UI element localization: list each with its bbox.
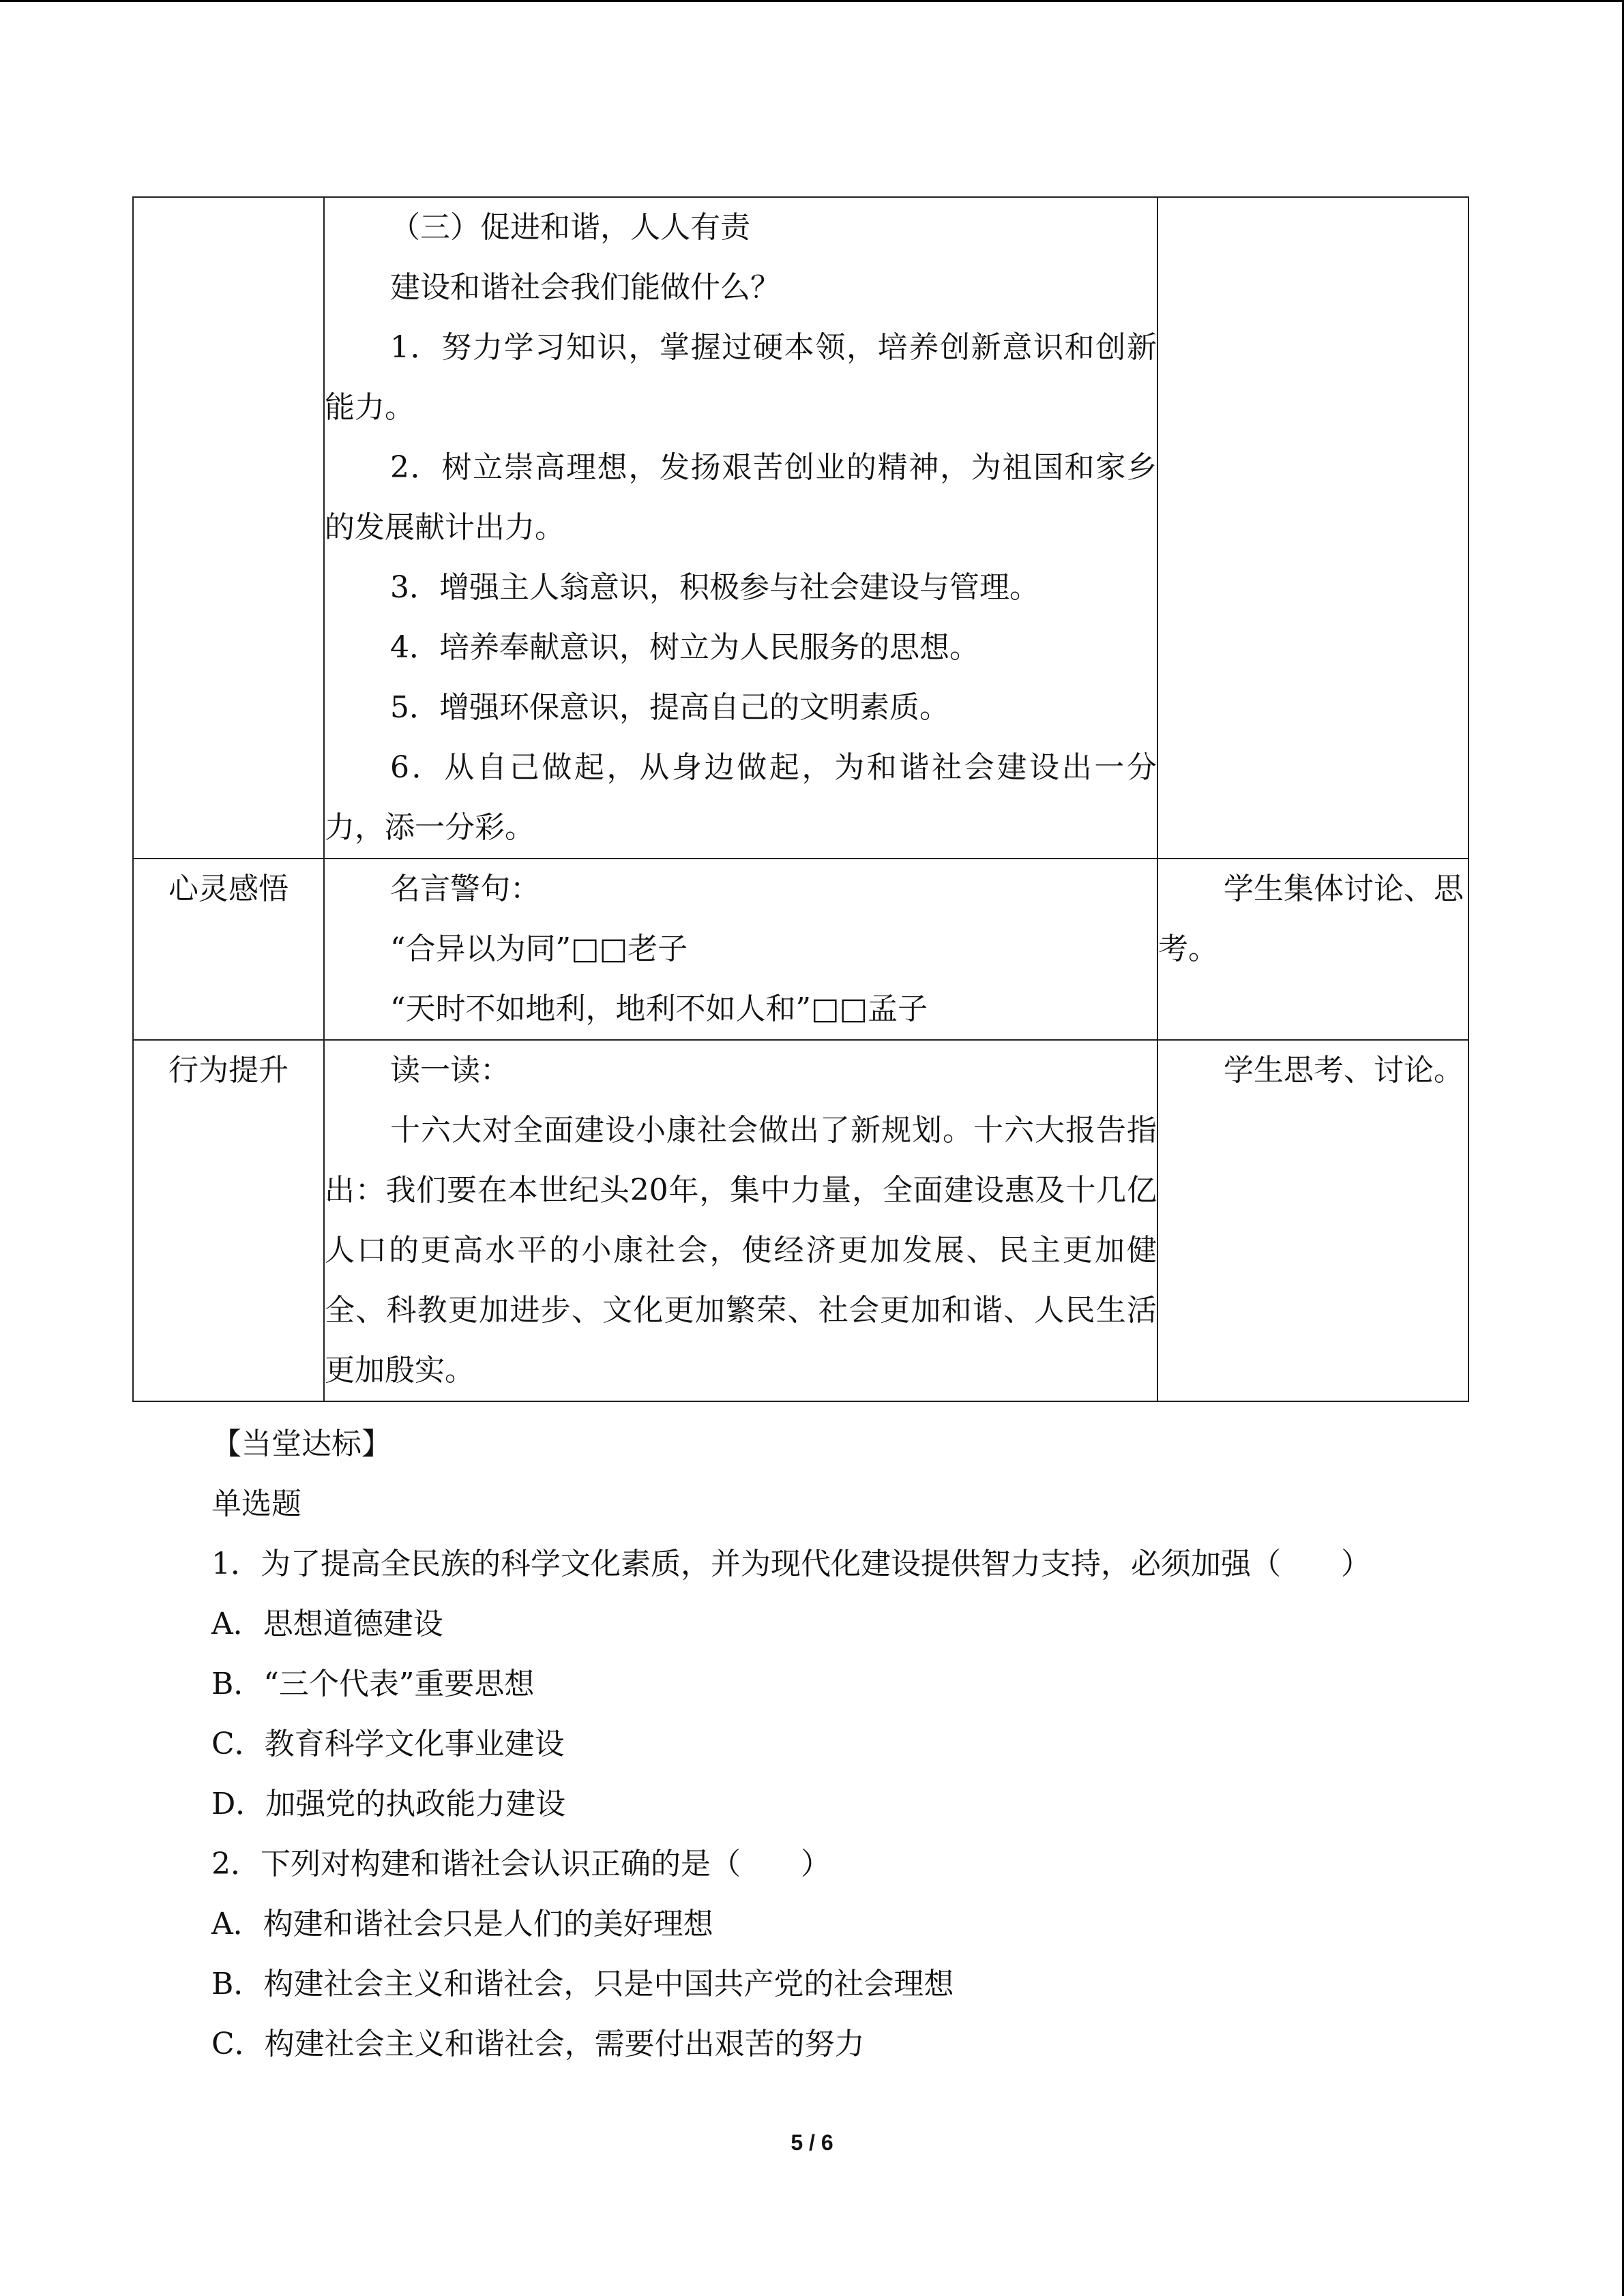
list-item: 6．从自己做起，从身边做起，为和谐社会建设出一分力，添一分彩。 [325,750,1157,845]
list-item: 3．增强主人翁意识，积极参与社会建设与管理。 [390,570,1039,605]
list-item: 5．增强环保意识，提高自己的文明素质。 [390,690,949,725]
row-label-cell [133,197,324,859]
question-text: 建设和谐社会我们能做什么？ [390,270,780,305]
quote-heading: 名言警句： [390,871,540,906]
page-top-border [0,0,1624,2]
question-option: C．教育科学文化事业建设 [211,1727,565,1761]
row-label: 行为提升 [168,1053,289,1088]
table-row [133,859,1468,1040]
question-option: B．“三个代表”重要思想 [211,1667,535,1701]
list-item: 1．努力学习知识，掌握过硬本领，培养创新意识和创新能力。 [325,330,1157,425]
page-number: 5 / 6 [791,2130,833,2155]
list-item: 4．培养奉献意识，树立为人民服务的思想。 [390,630,979,665]
list-item: 2．树立崇高理想，发扬艰苦创业的精神，为祖国和家乡的发展献计出力。 [325,450,1157,545]
activity-cell [1157,859,1468,1040]
reading-paragraph: 十六大对全面建设小康社会做出了新规划。十六大报告指出：我们要在本世纪头20年，集中力量，全面建设惠及十几亿人口的更高水平的小康社会，使经济更加发展、民主更加健全、科教更加进步、文化更加繁荣、社会更加和谐、人民生活更加殷实。 [325,1113,1157,1388]
reading-heading: 读一读： [390,1053,510,1088]
exercise-heading: 【当堂达标】 [211,1427,392,1461]
activity-text: 学生思考、讨论。 [1224,1053,1464,1088]
content-cell [324,1040,1157,1401]
quote-line: “天时不如地利，地利不如人和”□□孟子 [390,992,928,1026]
activity-text: 学生集体讨论、思考。 [1158,871,1464,966]
row-label-cell [133,859,324,1040]
content-cell [324,197,1157,859]
table-row [133,197,1468,859]
question-option: A．思想道德建设 [211,1607,443,1641]
question-option: A．构建和谐社会只是人们的美好理想 [211,1907,713,1941]
question-option: C．构建社会主义和谐社会，需要付出艰苦的努力 [211,2027,865,2061]
section-heading: （三）促进和谐，人人有责 [390,210,750,245]
quote-line: “合异以为同”□□老子 [390,931,688,966]
question-option: D．加强党的执政能力建设 [211,1787,566,1821]
content-cell [324,859,1157,1040]
question-option: B．构建社会主义和谐社会，只是中国共产党的社会理想 [211,1967,954,2001]
lesson-table [132,196,1469,1402]
row-label-cell [133,1040,324,1401]
row-label: 心灵感悟 [168,871,289,906]
question-stem: 2．下列对构建和谐社会认识正确的是（ ） [211,1847,831,1881]
exercise-type: 单选题 [211,1487,301,1521]
table-row [133,1040,1468,1401]
activity-cell [1157,197,1468,859]
question-stem: 1．为了提高全民族的科学文化素质，并为现代化建设提供智力支持，必须加强（ ） [211,1547,1371,1581]
exercise-section [211,1414,1466,2074]
activity-cell [1157,1040,1468,1401]
